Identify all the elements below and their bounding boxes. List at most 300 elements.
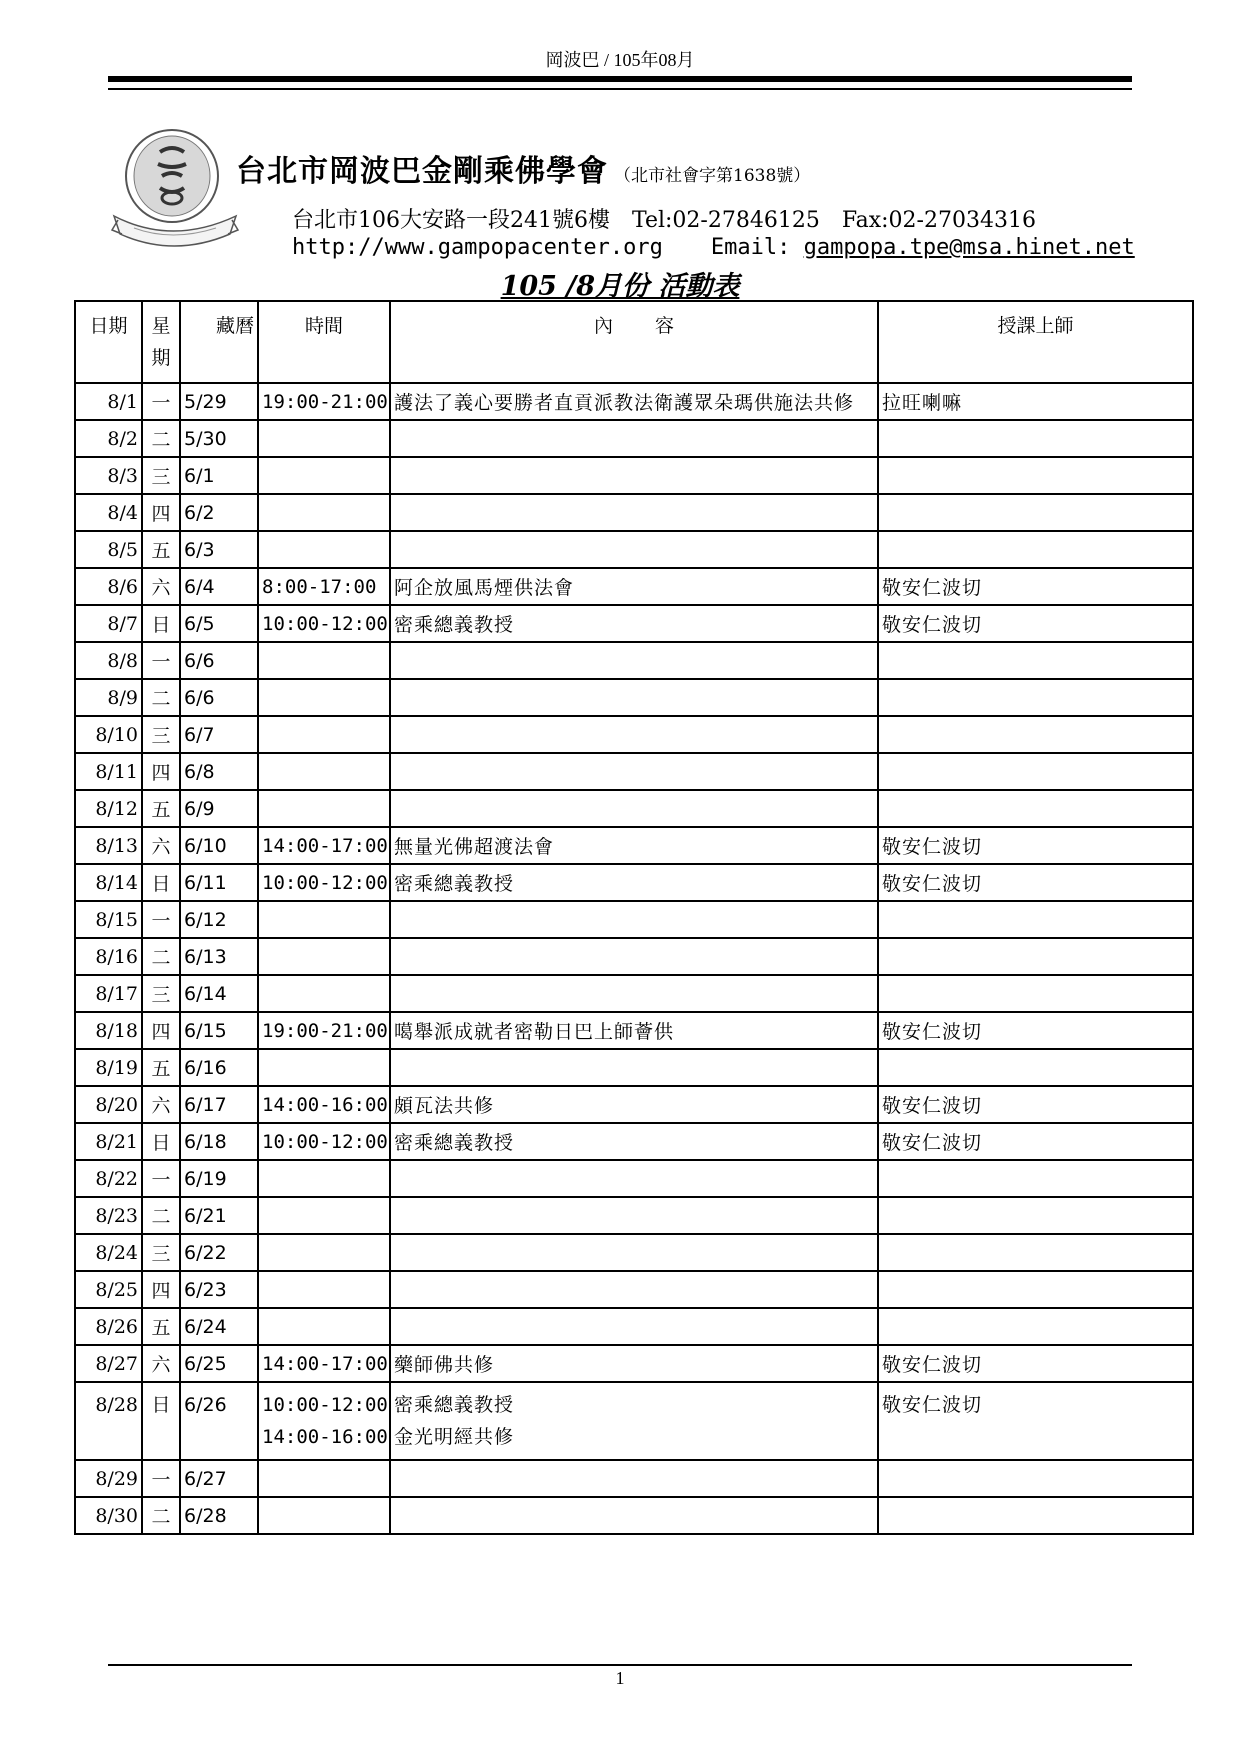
date-cell [75,864,142,901]
teacher-cell [878,1497,1193,1534]
date-cell-text: 8/15 [95,908,138,931]
content-cell [390,420,878,457]
content-cell [390,938,878,975]
time-cell [258,1012,390,1049]
teacher-cell [878,568,1193,605]
date-cell [75,531,142,568]
organization-name-text: 台北市岡波巴金剛乘佛學會 [236,154,608,189]
weekday-cell [142,1308,180,1345]
weekday-cell [142,420,180,457]
tibetan-date-cell-text: 6/6 [184,649,215,672]
tibetan-date-cell [180,1460,258,1497]
weekday-cell-text: 二 [151,1206,171,1228]
content-cell [390,383,878,420]
table-row [75,642,1193,679]
time-cell [258,938,390,975]
weekday-cell [142,1382,180,1460]
date-cell-text: 8/11 [95,760,138,783]
time-cell [258,1497,390,1534]
content-cell [390,1160,878,1197]
weekday-cell-text: 三 [151,725,171,747]
date-cell [75,1086,142,1123]
content-cell-text: 護法了義心要勝者直貢派教法衛護眾朵瑪供施法共修 [394,392,855,414]
teacher-cell-text: 敬安仁波切 [882,1095,983,1117]
date-cell [75,790,142,827]
tibetan-date-cell-text: 6/17 [184,1093,227,1116]
tibetan-date-cell [180,938,258,975]
tibetan-date-cell-text: 6/16 [184,1056,227,1079]
table-row [75,1271,1193,1308]
content-cell-text: 密乘總義教授 [394,1394,515,1416]
date-cell-text: 8/7 [107,612,138,635]
time-cell [258,383,390,420]
tibetan-date-cell [180,642,258,679]
header-tibetan-calendar: 藏曆 [180,301,258,383]
time-cell [258,790,390,827]
date-cell [75,1012,142,1049]
time-cell [258,864,390,901]
tibetan-date-cell [180,457,258,494]
contact-line [292,235,1135,260]
date-cell-text: 8/23 [95,1204,138,1227]
time-cell [258,1382,390,1460]
weekday-cell-text: 一 [151,651,171,673]
date-cell [75,975,142,1012]
teacher-cell [878,1234,1193,1271]
table-row [75,420,1193,457]
table-row [75,568,1193,605]
tibetan-date-cell-text: 5/30 [184,427,227,450]
table-row [75,1234,1193,1271]
tibetan-date-cell [180,383,258,420]
tibetan-date-cell [180,1497,258,1534]
teacher-cell [878,1086,1193,1123]
date-cell-text: 8/17 [95,982,138,1005]
table-row [75,1382,1193,1460]
content-cell [390,1197,878,1234]
header-content-b: 容 [655,315,675,337]
tibetan-date-cell-text: 6/18 [184,1130,227,1153]
teacher-cell [878,1460,1193,1497]
date-cell-text: 8/3 [107,464,138,487]
content-cell-text: 密乘總義教授 [394,1132,515,1154]
content-cell [390,1049,878,1086]
content-cell-text: 密乘總義教授 [394,873,515,895]
weekday-cell-text: 五 [151,1058,171,1080]
header-weekday [142,301,180,383]
teacher-cell [878,938,1193,975]
date-cell [75,716,142,753]
date-cell [75,1197,142,1234]
tibetan-date-cell-text: 6/13 [184,945,227,968]
table-row [75,1049,1193,1086]
date-cell-text: 8/8 [107,649,138,672]
weekday-cell [142,1049,180,1086]
table-row [75,901,1193,938]
teacher-cell [878,1049,1193,1086]
tibetan-date-cell [180,1345,258,1382]
weekday-cell-text: 一 [151,1469,171,1491]
content-cell [390,1271,878,1308]
teacher-cell [878,716,1193,753]
tibetan-date-cell [180,753,258,790]
tibetan-date-cell [180,901,258,938]
weekday-cell [142,642,180,679]
organization-name [236,146,810,190]
time-cell [258,827,390,864]
teacher-cell [878,420,1193,457]
tibetan-date-cell [180,975,258,1012]
time-cell [258,568,390,605]
weekday-cell-text: 二 [151,429,171,451]
content-cell-text: 藥師佛共修 [394,1354,495,1376]
content-cell [390,494,878,531]
header-teacher: 授課上師 [878,301,1193,383]
teacher-cell [878,1012,1193,1049]
time-cell [258,420,390,457]
weekday-cell-text: 六 [151,836,171,858]
table-row [75,1012,1193,1049]
weekday-cell-text: 日 [151,1132,171,1154]
teacher-cell-text: 敬安仁波切 [882,614,983,636]
teacher-cell [878,901,1193,938]
content-cell [390,975,878,1012]
tibetan-date-cell [180,568,258,605]
weekday-cell [142,1460,180,1497]
tibetan-date-cell [180,1271,258,1308]
weekday-cell-text: 三 [151,1243,171,1265]
table-row [75,1123,1193,1160]
content-cell-text: 無量光佛超渡法會 [394,836,555,858]
weekday-cell-text: 日 [151,873,171,895]
date-cell-text: 8/13 [95,834,138,857]
weekday-cell-text: 日 [151,1394,171,1416]
registration-number: （北市社會字第1638號） [614,166,811,186]
date-cell-text: 8/9 [107,686,138,709]
content-cell [390,457,878,494]
weekday-cell [142,1123,180,1160]
telephone: Tel:02-27846125 [631,208,820,233]
weekday-cell-text: 四 [151,1280,171,1302]
time-cell-text: 14:00-17:00 [262,1352,388,1375]
table-row [75,605,1193,642]
date-cell-text: 8/25 [95,1278,138,1301]
tibetan-date-cell-text: 6/5 [184,612,215,635]
time-cell [258,1345,390,1382]
date-cell-text: 8/21 [95,1130,138,1153]
weekday-cell [142,1012,180,1049]
tibetan-date-cell [180,864,258,901]
weekday-cell [142,1086,180,1123]
weekday-cell-text: 一 [151,392,171,414]
content-cell [390,790,878,827]
date-cell-text: 8/6 [107,575,138,598]
date-cell [75,679,142,716]
tibetan-date-cell [180,716,258,753]
teacher-cell-text: 敬安仁波切 [882,1021,983,1043]
weekday-cell-text: 二 [151,688,171,710]
teacher-cell [878,605,1193,642]
tibetan-date-cell-text: 6/22 [184,1241,227,1264]
weekday-cell-text: 六 [151,1354,171,1376]
weekday-cell-text: 二 [151,947,171,969]
activity-schedule-table [74,300,1194,1535]
date-cell-text: 8/18 [95,1019,138,1042]
tibetan-date-cell [180,1197,258,1234]
table-row [75,494,1193,531]
table-row [75,679,1193,716]
tibetan-date-cell-text: 6/14 [184,982,227,1005]
teacher-cell [878,531,1193,568]
content-cell [390,1234,878,1271]
time-cell-text: 8:00-17:00 [262,575,377,598]
teacher-cell [878,1382,1193,1460]
address: 台北市106大安路一段241號6樓 [292,208,610,233]
header-rule-thin [108,88,1132,90]
date-cell [75,1234,142,1271]
content-cell [390,716,878,753]
weekday-cell-text: 四 [151,1021,171,1043]
header-time: 時間 [258,301,390,383]
teacher-cell [878,790,1193,827]
header-weekday-line2: 期 [151,347,171,369]
teacher-cell [878,753,1193,790]
teacher-cell-text: 敬安仁波切 [882,1394,983,1416]
weekday-cell [142,1234,180,1271]
teacher-cell [878,494,1193,531]
tibetan-date-cell [180,494,258,531]
time-cell [258,1308,390,1345]
weekday-cell [142,901,180,938]
content-cell-text: 金光明經共修 [394,1426,515,1448]
tibetan-date-cell [180,1382,258,1460]
content-cell-text: 頗瓦法共修 [394,1095,495,1117]
time-cell [258,1123,390,1160]
time-cell [258,1460,390,1497]
table-row [75,716,1193,753]
tibetan-date-cell-text: 6/6 [184,686,215,709]
content-cell [390,864,878,901]
content-cell [390,531,878,568]
time-cell-text: 10:00-12:00 [262,1130,388,1153]
content-cell [390,679,878,716]
content-cell [390,1308,878,1345]
date-cell-text: 8/1 [107,390,138,413]
weekday-cell [142,679,180,716]
date-cell-text: 8/2 [107,427,138,450]
weekday-cell [142,1345,180,1382]
time-cell [258,901,390,938]
date-cell-text: 8/26 [95,1315,138,1338]
teacher-cell-text: 拉旺喇嘛 [882,392,963,414]
tibetan-date-cell [180,790,258,827]
content-cell-text: 密乘總義教授 [394,614,515,636]
time-cell-text: 10:00-12:00 [262,612,388,635]
date-cell [75,1497,142,1534]
table-row [75,827,1193,864]
date-cell [75,1460,142,1497]
teacher-cell [878,1160,1193,1197]
time-cell [258,1049,390,1086]
tibetan-date-cell-text: 6/21 [184,1204,227,1227]
table-row [75,1460,1193,1497]
time-cell-text: 10:00-12:00 [262,871,388,894]
content-cell [390,1086,878,1123]
date-cell [75,605,142,642]
table-row [75,938,1193,975]
weekday-cell-text: 日 [151,614,171,636]
teacher-cell [878,864,1193,901]
content-cell [390,605,878,642]
weekday-cell [142,1497,180,1534]
date-cell-text: 8/28 [95,1394,138,1416]
footer-rule [108,1664,1132,1666]
content-cell [390,1012,878,1049]
teacher-cell [878,642,1193,679]
tibetan-date-cell-text: 6/15 [184,1019,227,1042]
date-cell-text: 8/24 [95,1241,138,1264]
tibetan-date-cell [180,1086,258,1123]
date-cell-text: 8/27 [95,1352,138,1375]
table-row [75,1345,1193,1382]
time-cell [258,605,390,642]
tibetan-date-cell [180,679,258,716]
weekday-cell [142,1271,180,1308]
teacher-cell [878,827,1193,864]
weekday-cell [142,790,180,827]
weekday-cell [142,605,180,642]
content-cell [390,827,878,864]
content-cell [390,642,878,679]
time-cell [258,1234,390,1271]
header-date: 日期 [75,301,142,383]
date-cell-text: 8/22 [95,1167,138,1190]
date-cell [75,457,142,494]
time-cell-text: 14:00-16:00 [262,1426,388,1448]
weekday-cell-text: 六 [151,577,171,599]
weekday-cell [142,457,180,494]
tibetan-date-cell-text: 6/12 [184,908,227,931]
tibetan-date-cell-text: 6/19 [184,1167,227,1190]
time-cell-text: 14:00-16:00 [262,1093,388,1116]
teacher-cell [878,975,1193,1012]
time-cell [258,457,390,494]
email-link[interactable]: gampopa.tpe@msa.hinet.net [803,235,1135,260]
date-cell [75,1160,142,1197]
time-cell [258,753,390,790]
table-row [75,864,1193,901]
tibetan-date-cell [180,1160,258,1197]
weekday-cell [142,531,180,568]
tibetan-date-cell-text: 6/28 [184,1504,227,1527]
header-rule-thick [108,76,1132,82]
date-cell-text: 8/5 [107,538,138,561]
date-cell [75,1123,142,1160]
running-header: 岡波巴 / 105年08月 [545,50,695,70]
weekday-cell [142,1197,180,1234]
date-cell-text: 8/20 [95,1093,138,1116]
date-cell [75,568,142,605]
time-cell-text: 10:00-12:00 [262,1394,388,1416]
tibetan-date-cell-text: 6/10 [184,834,227,857]
teacher-cell [878,1345,1193,1382]
tibetan-date-cell [180,420,258,457]
tibetan-date-cell-text: 6/23 [184,1278,227,1301]
date-cell [75,901,142,938]
date-cell [75,1345,142,1382]
tibetan-date-cell-text: 6/7 [184,723,215,746]
time-cell [258,494,390,531]
teacher-cell-text: 敬安仁波切 [882,1354,983,1376]
date-cell [75,1271,142,1308]
date-cell [75,1308,142,1345]
table-row [75,1086,1193,1123]
time-cell [258,1197,390,1234]
header-weekday-line1: 星 [151,315,171,337]
tibetan-date-cell [180,1234,258,1271]
tibetan-date-cell [180,1012,258,1049]
tibetan-date-cell-text: 6/3 [184,538,215,561]
content-cell [390,1345,878,1382]
content-cell [390,568,878,605]
content-cell [390,1123,878,1160]
email-label: Email: [710,235,791,260]
tibetan-date-cell-text: 6/2 [184,501,215,524]
weekday-cell [142,938,180,975]
tibetan-date-cell-text: 6/1 [184,464,215,487]
table-header-row [75,301,1193,383]
table-row [75,531,1193,568]
address-line [292,203,1036,234]
website-link[interactable]: http://www.gampopacenter.org [292,235,663,260]
weekday-cell [142,716,180,753]
teacher-cell [878,383,1193,420]
time-cell-text: 19:00-21:00 [262,390,388,413]
weekday-cell [142,383,180,420]
date-cell [75,1382,142,1460]
tibetan-date-cell [180,1049,258,1086]
weekday-cell-text: 四 [151,762,171,784]
weekday-cell [142,1160,180,1197]
table-row [75,457,1193,494]
time-cell [258,716,390,753]
content-cell [390,1460,878,1497]
weekday-cell-text: 五 [151,540,171,562]
weekday-cell [142,975,180,1012]
content-cell-text: 噶舉派成就者密勒日巴上師薈供 [394,1021,675,1043]
date-cell-text: 8/16 [95,945,138,968]
document-title: 105 /8月份 活動表 [500,271,740,302]
tibetan-date-cell-text: 6/27 [184,1467,227,1490]
table-row [75,1497,1193,1534]
fax: Fax:02-27034316 [841,208,1036,233]
time-cell [258,642,390,679]
time-cell-text: 14:00-17:00 [262,834,388,857]
weekday-cell [142,827,180,864]
date-cell-text: 8/10 [95,723,138,746]
date-cell [75,642,142,679]
content-cell [390,1382,878,1460]
table-row [75,383,1193,420]
content-cell-text: 阿企放風馬煙供法會 [394,577,575,599]
date-cell [75,827,142,864]
teacher-cell-text: 敬安仁波切 [882,873,983,895]
teacher-cell [878,1123,1193,1160]
table-row [75,1160,1193,1197]
weekday-cell [142,494,180,531]
tibetan-date-cell-text: 6/11 [184,871,227,894]
teacher-cell-text: 敬安仁波切 [882,836,983,858]
